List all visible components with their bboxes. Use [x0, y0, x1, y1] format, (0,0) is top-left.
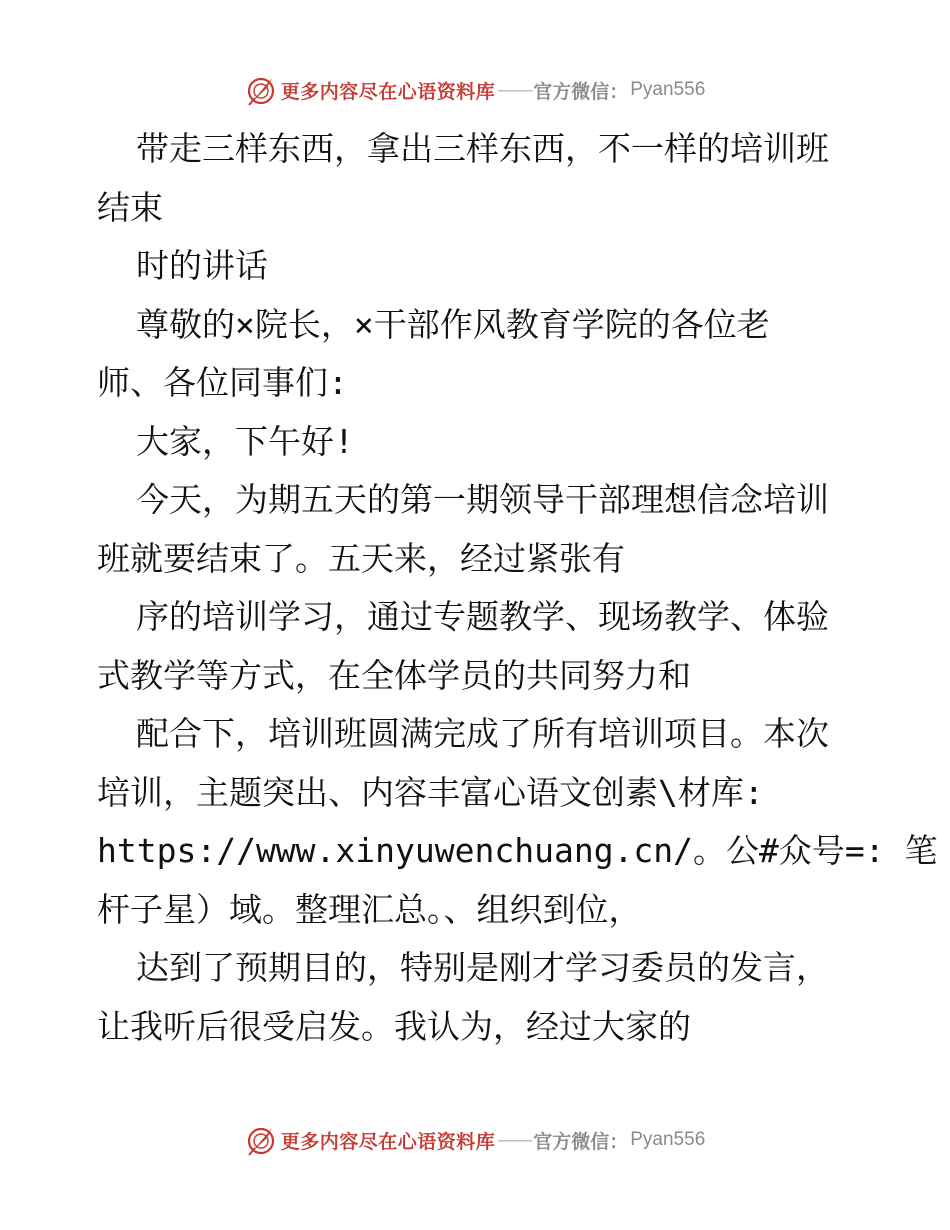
text-line: 培训，主题突出、内容丰富心语文创素\材库:: [97, 772, 764, 812]
text-line: 达到了预期目的，特别是刚才学习委员的发言，: [136, 948, 829, 987]
banner-dash: ——: [497, 1129, 532, 1151]
text-line: 尊敬的×院长，×干部作风教育学院的各位老: [136, 304, 770, 344]
text-line: 式教学等方式，在全体学员的共同努力和: [97, 655, 691, 695]
text-line: 大家，下午好!: [136, 421, 354, 461]
text-line: 师、各位同事们:: [97, 363, 348, 402]
text-line: 时的讲话: [136, 246, 268, 285]
text-line: 配合下，培训班圆满完成了所有培训项目。本次: [136, 714, 829, 753]
text-line: 让我听后很受启发。我认为，经过大家的: [97, 1006, 691, 1046]
quill-pen-logo-icon: [245, 1124, 277, 1156]
banner-official-label: 官方微信：: [533, 80, 629, 103]
banner-dash: ——: [497, 79, 532, 101]
banner-promo-text: 更多内容尽在心语资料库: [280, 1130, 496, 1153]
text-line: https://www.xinyuwenchuang.cn/。公#众号=: 笔: [97, 831, 938, 870]
quill-pen-logo-icon: [245, 74, 277, 106]
footer-banner: [0, 1120, 950, 1160]
banner-wechat-id: Pyan556: [630, 1129, 706, 1150]
document-body: [97, 120, 938, 1056]
banner-wechat-id: Pyan556: [630, 79, 706, 100]
text-line: 杆子星）域。整理汇总。、组织到位，: [97, 889, 642, 929]
banner-promo-text: 更多内容尽在心语资料库: [280, 80, 496, 103]
text-line: 结束: [97, 187, 163, 227]
text-line: 班就要结束了。五天来，经过紧张有: [97, 538, 625, 578]
banner-official-label: 官方微信：: [533, 1130, 629, 1153]
text-line: 带走三样东西，拿出三样东西，不一样的培训班: [136, 129, 829, 168]
text-line: 序的培训学习，通过专题教学、现场教学、体验: [136, 597, 829, 636]
text-line: 今天，为期五天的第一期领导干部理想信念培训: [136, 480, 829, 519]
header-banner: [0, 70, 950, 110]
